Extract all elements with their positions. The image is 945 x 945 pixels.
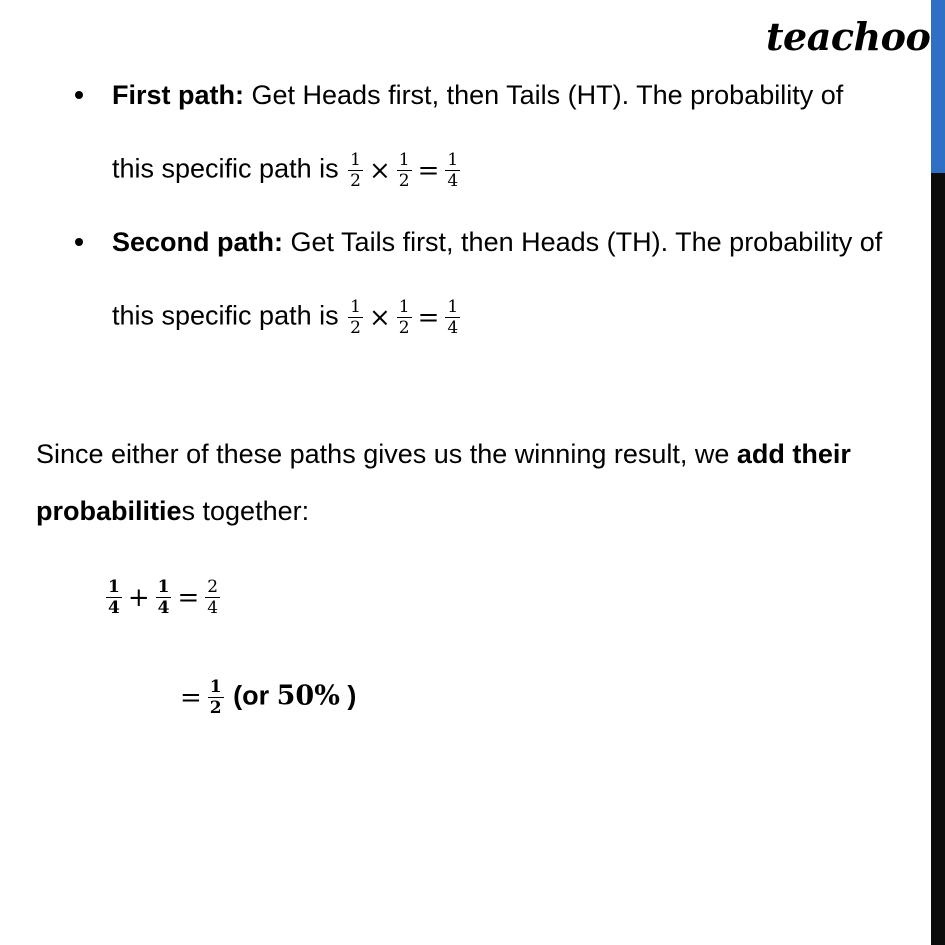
bullet-2-line-2-text: this specific path is	[112, 300, 339, 331]
fraction-numerator: 1	[108, 577, 120, 597]
sidebar-accent	[931, 0, 945, 173]
fraction-numerator: 1	[209, 677, 222, 697]
equation-2	[176, 677, 356, 718]
equals-sign: =	[177, 582, 200, 613]
bullet-1-label: First path:	[112, 80, 244, 110]
fraction-numerator: 1	[398, 297, 410, 317]
fraction-numerator: 1	[350, 150, 361, 170]
times-sign: ×	[368, 302, 391, 333]
paragraph-line-2	[36, 495, 309, 527]
result-text-close: )	[339, 680, 357, 711]
fraction-numerator: 1	[157, 577, 170, 597]
fraction	[205, 577, 220, 618]
fraction-numerator: 1	[447, 297, 459, 317]
paragraph-line-1	[36, 438, 851, 470]
result-text-open: (or	[225, 680, 277, 711]
fraction	[348, 297, 363, 338]
paragraph-text-1: Since either of these paths gives us the winning result, we	[36, 439, 737, 469]
fraction	[397, 150, 412, 191]
bullet-2-line-2	[112, 297, 462, 338]
fraction-denominator: 2	[350, 318, 361, 338]
fraction-denominator: 2	[350, 171, 361, 191]
fraction-numerator: 1	[447, 150, 459, 170]
bullet-1-line-1	[112, 79, 843, 111]
fraction-denominator: 4	[447, 171, 459, 191]
fraction	[106, 577, 122, 618]
fraction-numerator: 1	[398, 150, 410, 170]
fraction	[156, 577, 172, 618]
equals-sign: =	[417, 155, 440, 186]
equals-sign: =	[180, 682, 202, 713]
fraction-denominator: 2	[398, 318, 410, 338]
bullet-1-line-2-text: this specific path is	[112, 153, 339, 184]
fraction	[445, 150, 460, 191]
teachoo-logo: teachoo	[766, 14, 931, 59]
fraction-denominator: 4	[108, 598, 120, 618]
fraction-denominator: 4	[157, 598, 170, 618]
paragraph-bold-2: probabilitie	[36, 496, 182, 526]
bullet-2-label: Second path:	[112, 227, 284, 257]
fraction-numerator: 1	[350, 297, 361, 317]
fraction	[348, 150, 363, 191]
fraction-numerator: 2	[207, 577, 219, 597]
result-percent: 50%	[276, 680, 340, 712]
plus-sign: +	[127, 582, 150, 613]
fraction-denominator: 4	[207, 598, 219, 618]
fraction	[208, 677, 224, 718]
equation-1	[104, 577, 222, 618]
fraction-denominator: 2	[209, 698, 222, 718]
bullet-1-line-2	[112, 150, 462, 191]
bullet-dot-1	[75, 91, 83, 99]
paragraph-text-2: s together:	[181, 496, 310, 526]
fraction-denominator: 2	[398, 171, 410, 191]
bullet-2-line-1	[112, 226, 882, 258]
bullet-dot-2	[75, 238, 83, 246]
equals-sign: =	[417, 302, 440, 333]
fraction-denominator: 4	[447, 318, 459, 338]
bullet-1-text: Get Heads first, then Tails (HT). The probability of	[244, 80, 844, 110]
fraction	[397, 297, 412, 338]
times-sign: ×	[368, 155, 391, 186]
bullet-2-text: Get Tails first, then Heads (TH). The probability of	[283, 227, 883, 257]
fraction	[445, 297, 460, 338]
paragraph-bold-1: add their	[736, 439, 851, 469]
